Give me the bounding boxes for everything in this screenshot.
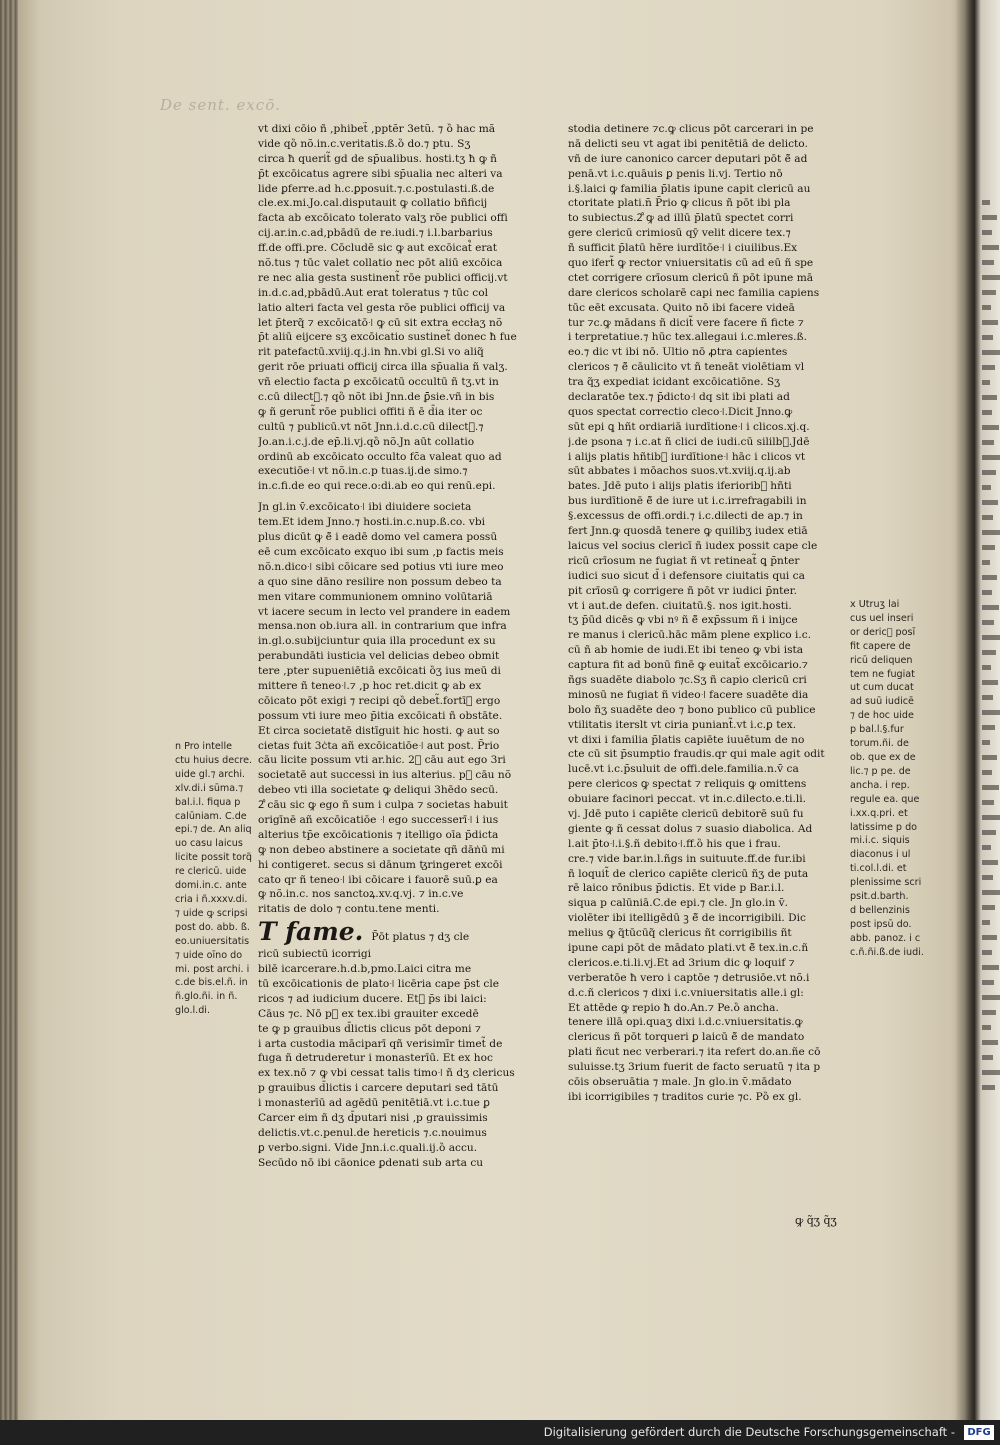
text-line: a quo sine dāno resilire non possum debeo ta [258, 575, 502, 588]
facing-page-text-fragment [982, 965, 999, 970]
facing-page-text-fragment [982, 350, 1000, 355]
margin-note-line: cria i ñ.xxxv.di. [175, 893, 248, 905]
facing-page-text-fragment [982, 485, 991, 490]
text-line: sūt epi ꝗ hñt ordiariā iurdītione꜊ i clicos.xj.q. [568, 420, 810, 433]
margin-note-line: p bal.l.§.fur [850, 724, 904, 736]
facing-page-text-fragment [982, 785, 999, 790]
facing-page-text-fragment [982, 815, 1000, 820]
text-line: laicus vel socius clericī ñ iudex possit cape cle [568, 539, 818, 552]
facing-page-text-fragment [982, 365, 995, 370]
text-line: circa ħ querit̃ gd de sp̄ualibus. hosti.tʒ ħ ꝙ ñ [258, 152, 497, 165]
margin-note-line: uo casu laicus [175, 838, 243, 850]
text-line: nõ.n.dico꜊ sibi cōicare sed potius vti iure meo [258, 560, 504, 573]
text-line: ritatis de dolo ⁊ contu.tene menti. [258, 903, 440, 916]
text-line: let p̄terq̃ ⁊ excōicatō꜊ ꝙ cū sit extra eccłaʒ nõ [258, 316, 503, 329]
facing-page-text-fragment [982, 650, 996, 655]
catchword: ꝙ q̃ʒ q̃ʒ [795, 1214, 837, 1227]
facing-page-text-fragment [982, 980, 994, 985]
text-line: tur ⁊c.ꝙ mādans ñ dicit̃ vere facere ñ ficte ⁊ [568, 316, 804, 329]
margin-note-line: licite possit torq̃ [175, 852, 252, 864]
text-line: clericos.e.ti.li.vj.Et ad 3rium dic ꝙ loquif ⁊ [568, 956, 795, 969]
left-text-column [258, 122, 558, 1171]
text-line: Jn gl.in v̄.excōicato꜊ ibi diuidere societa [258, 501, 472, 514]
text-line: ricos ⁊ ad iudicium ducere. Et᷒ p̄s ibi laici: [258, 992, 487, 1005]
margin-note-line: latissime p do [850, 821, 918, 833]
margin-note-line: xlv.di.i sūma.⁊ [175, 782, 243, 794]
text-line: suluisse.tʒ 3rium fuerit de facto seruatū ⁊ ita p [568, 1061, 821, 1074]
facing-page-text-fragment [982, 1085, 995, 1090]
text-line: debeo vti illa societate ꝙ deliqui 3hēdo secū. [258, 784, 499, 797]
text-line: eē cum excōicato exquo ibi sum ,p factis meis [258, 545, 504, 558]
margin-note-line: ti.col.l.di. et [850, 863, 907, 875]
margin-note-line: mi. post archi. i [175, 963, 250, 975]
text-line: Cāus ⁊c. Nō p᷒ ex tex.ibi grauiter excedē [258, 1007, 479, 1020]
facing-page-text-fragment [982, 680, 998, 685]
margin-note-line: ricū deliquen [850, 654, 913, 666]
facing-page-text-fragment [982, 755, 997, 760]
text-line: 2᷒ cāu sic ꝙ ego ñ sum i culpa ⁊ societas habuit [258, 799, 508, 812]
footer-bar [0, 1420, 1000, 1445]
margin-note-line: ob. que ex de [850, 751, 916, 763]
text-line: j.de psona ⁊ i.c.at ñ clici de iudi.cū sililb᷒.Jdē [568, 435, 810, 448]
fame-section-header [258, 917, 558, 947]
facing-page-text-fragment [982, 305, 991, 310]
text-line: Et circa societatē distīguit hic hosti. ꝙ aut so [258, 724, 500, 737]
facing-page-text-fragment [982, 830, 996, 835]
text-line: ꝙ nõ.in.c. nos sanctoꝝ.xv.q.vj. ⁊ in.c.ve [258, 888, 464, 901]
footer-credit: Digitalisierung gefördert durch die Deutsche Forschungsgemeinschaft - [543, 1425, 955, 1439]
text-line: dare clericos scholarē capi nec familia capiens [568, 286, 820, 299]
facing-page-text-fragment [982, 455, 1000, 460]
facing-page-text-fragment [982, 665, 991, 670]
text-line: d.c.ñ clericos ⁊ dixi i.c.vniuersitatis alle.i gl: [568, 986, 804, 999]
text-line: i.§.laici ꝙ familia p̄latis ipune capit clericū au [568, 182, 811, 195]
text-line: l.ait p̄to꜊.i.§.ñ debito꜊.ff.ȍ his que i frau. [568, 837, 781, 850]
text-line: cietas fuit 3ċta añ excōicatiōe꜊ aut post. P̄rio [258, 739, 500, 752]
facing-page-text-fragment [982, 440, 994, 445]
text-line: ꝙ non debeo abstinere a societate qñ dāṅū mi [258, 843, 505, 856]
margin-note-line: ancha. i rep. [850, 779, 910, 791]
text-line: tʒ p̄ūd dicēs ꝙ vbi nꝰ ñ ē̃ exp̄ssum ñ i iniȷce [568, 614, 798, 627]
facing-page-text-fragment [982, 770, 992, 775]
facing-page-text-fragment [982, 1070, 1000, 1075]
facing-page-text-fragment [982, 215, 997, 220]
text-line: iudici suo sicut d̄ i defensore ciuitatis qui ca [568, 569, 805, 582]
text-line: possum vti iure meo p̄itia excōicati ñ obstāte. [258, 709, 503, 722]
text-line: stodia detinere ⁊c.ꝙ clicus pōt carcerari in pe [568, 123, 814, 135]
text-line: sūt abbates i mōachos suos.vt.xviij.q.ij.ab [568, 465, 791, 478]
margin-note-line: abb. panoz. i c [850, 932, 921, 944]
text-line: tere ,pter supueniētiā excōicati ȍʒ ius meū di [258, 665, 501, 678]
facing-page-text-fragment [982, 1025, 991, 1030]
text-line: tem.Et idem Jnno.⁊ hosti.in.c.nup.ß.co. vbi [258, 516, 486, 529]
margin-note-line: cus uel inseri [850, 612, 914, 624]
margin-note-line: n Pro intelle [175, 741, 233, 752]
facing-page-text-fragment [982, 635, 1000, 640]
facing-page-text-fragment [982, 620, 994, 625]
running-head: De sent. excō. [160, 96, 282, 114]
text-line: ñgs suadēte diabolo ⁊c.Sʒ ñ capio clericū cri [568, 673, 807, 686]
text-line: clericus ñ pōt torqueri ꝑ laicū ē̃ de mandato [568, 1031, 805, 1044]
text-line: tūc eēt excusata. Quito nō ibi facere videā [568, 301, 795, 314]
text-line: §.excessus de offi.ordi.⁊ i.c.dilecti de ap.⁊ in [568, 510, 803, 523]
text-line: quo ifert̃ ꝙ rector vniuersitatis cū ad eū ñ spe [568, 257, 814, 270]
margin-note-line: eo.uniuersitatis [175, 935, 250, 947]
margin-note-line: post ipsū do. [850, 918, 912, 930]
facing-page-text-fragment [982, 545, 995, 550]
text-line: cōicato pōt exigi ⁊ recipi qȍ debet̃.fortī᷒ ergo [258, 694, 501, 707]
facing-page-text-fragment [982, 860, 998, 865]
facing-page-text-fragment [982, 200, 990, 205]
margin-note-left [175, 740, 252, 1018]
text-line: cato qr ñ teneo꜊ ibi cōicare i fauorē suū.ꝑ ea [258, 873, 498, 886]
facing-page-text-fragment [982, 1040, 998, 1045]
text-line: pit crīosū ꝙ corrigere ñ pōt vr iudici p̄nter. [568, 584, 797, 597]
facing-page-text-fragment [982, 410, 992, 415]
text-line: eo.⁊ dic vt ibi nō. Ultio nō ꝓtra capientes [568, 346, 788, 359]
facing-page-text-fragment [982, 605, 999, 610]
text-line: cle.ex.mi.Jo.cal.disputauit ꝙ collatio bñficij [258, 197, 488, 210]
text-line: ꝙ ñ gerunt̃ rōe publici offiti ñ ē d̄ia iter oc [258, 405, 483, 418]
text-line: Jo.an.i.c.j.de ep̄.li.vj.qȍ nõ.Jn aūt collatio [258, 435, 475, 448]
text-line: alterius tp̄e excōicationis ⁊ itelligo oīa p̄dicta [258, 828, 499, 841]
margin-note-line: uide gl.⁊ archi. [175, 768, 246, 780]
text-line: clericos ⁊ ē̃ cāulicito vt ñ teneāt violētiam vl [568, 361, 805, 374]
text-line: vt dixi i familia p̄latis capiēte iuuētum de no [568, 733, 805, 746]
margin-note-line: calūniam. C.de [175, 810, 247, 822]
text-line: executiōe꜊ vt nõ.in.c.p tuas.ij.de simo.⁊ [258, 465, 468, 478]
margin-note-line: epi.⁊ de. An aliq [175, 824, 252, 836]
left-column-middle-block [258, 500, 558, 917]
text-line: men vitare communionem omnino volūtariā [258, 590, 493, 603]
text-line: gerit rōe priuati officij circa illa sp̄ualia ñ valʒ. [258, 361, 508, 374]
facing-page-text-fragment [982, 725, 995, 730]
margin-note-line: diaconus i ul [850, 849, 911, 861]
text-line: in.gl.o.subijciuntur quia illa procedunt ex su [258, 635, 496, 648]
text-line: i terpretatiue.⁊ hūc tex.allegaui i.c.mleres.ß. [568, 331, 807, 344]
text-line: siqua p calūniā.C.de epi.⁊ cle. Jn glo.in v̄. [568, 897, 788, 910]
text-line: melius ꝙ q̃tūcūq̃ clericus ñt corrigibilis ñt [568, 927, 792, 940]
text-line: minosū ne fugiat ñ video꜊ facere suadēte dia [568, 688, 809, 701]
margin-note-line: fit capere de [850, 640, 911, 652]
text-line: plus dicūt ꝙ ē̃ i eadē domo vel camera possū [258, 531, 498, 544]
text-line: fert Jnn.ꝙ quosdā tenere ꝙ quilibʒ iudex etiā [568, 525, 808, 538]
margin-note-line: x Utruʒ lai [850, 599, 900, 610]
text-line: vide qȍ nõ.in.c.veritatis.ß.ȍ do.⁊ ptu. Sʒ [258, 137, 471, 150]
text-line: vñ de iure canonico carcer deputari pōt ē̃ ad [568, 152, 808, 165]
facing-page-text-fragment [982, 530, 1000, 535]
text-line: vj. Jdē puto i capiēte clericū debitorē suū fu [568, 807, 804, 820]
text-line: Secūdo nō ibi cāonice ꝑdenati sub arta cu [258, 1156, 484, 1169]
text-line: ordinū ab excōicato occulto fc̄a valeat quo ad [258, 450, 502, 463]
text-line: mittere ñ teneo꜊.⁊ ,p hoc ret.dicit ꝙ ab ex [258, 679, 482, 692]
text-line: in.c.fi.de eo qui rece.o:di.ab eo qui renū.epi. [258, 480, 496, 493]
right-column-block [568, 122, 860, 1105]
text-line: vt iacere secum in lecto vel prandere in eadem [258, 605, 511, 618]
text-line: c.cū dilect᷒.⁊ qȍ nõt ibi Jnn.de ꝑ̄sie.vñ in bis [258, 391, 495, 404]
margin-note-line: ⁊ de hoc uide [850, 710, 914, 722]
text-line: violēter ibi itelligēdū ꝫ ē̃ de incorrigibili. Dic [568, 912, 806, 925]
facing-page-text-fragment [982, 695, 993, 700]
text-line: plati ñcut nec verberari.⁊ ita refert do.an.ñe cō [568, 1046, 821, 1059]
text-line: cre.⁊ vide bar.in.l.ñgs in suituute.ff.de fur.ibi [568, 852, 806, 865]
text-line: nõ.tus ⁊ tūc valet collatio nec pōt aliū excōica [258, 257, 503, 270]
facing-page-text-fragment [982, 710, 1000, 715]
text-line: bus iurdītionē ē̃ de iure ut i.c.irrefragabili in [568, 495, 807, 508]
margin-note-line: glo.l.di. [175, 1005, 211, 1017]
text-line: in.d.c.ad,pbādū.Aut erat toleratus ⁊ tūc col [258, 286, 488, 299]
text-line: cāu licite possum vti ar.hic. 2᷒ cāu aut ego 3ri [258, 754, 506, 767]
facing-page-edge [975, 0, 1000, 1420]
facing-page-text-fragment [982, 470, 996, 475]
margin-note-line: torum.ñi. de [850, 738, 909, 750]
right-text-column [568, 122, 860, 1105]
text-line: to subiectus.2᷒ ꝙ ad illū p̄latū spectet corri [568, 212, 794, 225]
text-line: vt i aut.de defen. ciuitatū.§. nos igit.hosti. [568, 599, 792, 612]
text-line: penā.vt i.c.quāuis ꝑ penis li.vj. Tertio nō [568, 167, 783, 180]
text-line: hi contigeret. secus si dānum ꜩringeret excōi [258, 858, 503, 871]
facing-page-text-fragment [982, 890, 1000, 895]
text-line: ipune capi pōt de mādato plati.vt ē̃ tex.in.c.ñ [568, 941, 809, 954]
margin-note-line: ut cum ducat [850, 682, 914, 694]
facing-page-text-fragment [982, 230, 992, 235]
dfg-logo: DFG [964, 1425, 994, 1440]
facing-page-text-fragment [982, 260, 994, 265]
text-line: cōis obseruātia ⁊ male. Jn glo.in v̄.mādato [568, 1076, 792, 1088]
facing-page-text-fragment [982, 575, 997, 580]
facing-page-text-fragment [982, 845, 991, 850]
text-line: i arta custodia māciparī qñ verisimīr timet̃ de [258, 1037, 503, 1050]
facing-page-text-fragment [982, 800, 994, 805]
fame-heading: T fame. [258, 917, 364, 947]
text-line: re nec alia gesta sustinent̃ rōe publici officij.vt [258, 271, 508, 284]
margin-note-line: tem ne fugiat [850, 668, 915, 680]
facing-page-text-fragment [982, 500, 998, 505]
text-line: ibi icorrigibiles ⁊ traditos curie ⁊c. Pȍ ex gl. [568, 1090, 802, 1103]
text-line: bolo ñʒ suadēte deo ⁊ bono publico cū publice [568, 703, 816, 716]
facing-page-text-fragment [982, 320, 998, 325]
text-line: gere clericū crimiosū qȳ velit dicere tex.⁊ [568, 227, 791, 240]
text-line: obuiare facinori peccat. vt in.c.dilecto.e.ti.li. [568, 793, 807, 806]
text-line: p̄t aliū eijcere sʒ excōicatio sustinet̃ donec ħ fue [258, 331, 517, 344]
text-line: bates. Jdē puto i alijs platis iferiorib᷒ hñti [568, 480, 792, 493]
book-fore-edge [0, 0, 18, 1420]
margin-note-line: or deric᷒ posī [850, 626, 916, 638]
text-line: cij.ar.in.c.ad,pbādū de re.iudi.⁊ i.l.barbarius [258, 227, 493, 240]
text-line: Et attēde ꝙ repio ħ do.An.⁊ Pe.ȍ ancha. [568, 1001, 779, 1014]
text-line: declaratōe tex.⁊ p̄dicto꜊ dq sit ibi plati ad [568, 391, 790, 404]
facing-page-text-fragment [982, 290, 996, 295]
text-line: ñ loquit̃ de clerico capiēte clericū ñʒ de puta [568, 867, 809, 880]
facing-page-text-fragment [982, 590, 992, 595]
text-line: lide ꝑferre.ad h.c.ꝑposuit.⁊.c.postulasti.ß.de [258, 182, 495, 195]
left-column-bottom-block [258, 947, 558, 1170]
text-line: ñ sufficit p̄latū hēre iurdītōe꜊ i ciuilibus.Ex [568, 242, 798, 255]
facing-page-text-fragment [982, 515, 993, 520]
facing-page-text-fragment [982, 740, 990, 745]
text-line: latio alteri facta vel gesta rōe publici officij va [258, 301, 506, 314]
text-line: rit patefactū.xviij.q.j.in ħn.vbi gl.Si vo aliq̃ [258, 346, 484, 359]
text-line: cū ñ ab homie de iudi.Et ibi teneo ꝙ vbi ista [568, 644, 804, 657]
margin-note-line: mi.i.c. siquis [850, 835, 910, 847]
facing-page-text-fragment [982, 245, 999, 250]
facing-page-text-fragment [982, 920, 990, 925]
margin-note-line: bal.i.l. fiqua p [175, 796, 241, 808]
text-line: p̄t excōicatus agrere sibi sp̄ualia nec alteri va [258, 167, 503, 180]
margin-note-line: re clericū. uide [175, 866, 247, 878]
facing-page-text-fragment [982, 935, 997, 940]
text-line: i monasterīū ad agēdū penitētiā.vt i.c.tue ꝑ [258, 1097, 490, 1110]
text-line: rē laico rōnibus p̄dictis. Et vide p Bar.i.l. [568, 882, 785, 895]
text-line: cultū ⁊ publicū.vt nõt Jnn.i.d.c.cū dilect᷒.⁊ [258, 420, 484, 433]
margin-note-line: c.de bis.el.ñ. in [175, 977, 248, 989]
facing-page-text-fragment [982, 905, 995, 910]
text-line: cte cū sit p̄sumptio fraudis.qr qui male agit odit [568, 748, 825, 761]
margin-note-line: lic.⁊ p pe. de [850, 765, 911, 777]
left-column-top-block [258, 122, 558, 494]
text-line: perabundāti iusticia vel delicias debeo obmit [258, 650, 500, 663]
text-line: nā delicti seu vt agat ibi penitētiā de delicto. [568, 137, 808, 150]
text-line: Carcer eim ñ dʒ d̄putari nisi ,p grauissimis [258, 1112, 488, 1124]
text-line: fuga ñ detruderetur i monasterīū. Et ex hoc [258, 1052, 493, 1065]
margin-note-line: ñ.glo.ñi. in ñ. [175, 991, 238, 1003]
margin-note-line: ⁊ uide oīno do [175, 949, 243, 961]
margin-note-line: d bellenzinis [850, 904, 910, 916]
margin-note-line: c.ñ.ñi.ß.de iudi. [850, 946, 924, 958]
text-line: facta ab excōicato tolerato valʒ rōe publici offi [258, 212, 508, 225]
facing-page-text-fragment [982, 275, 1000, 280]
facing-page-text-fragment [982, 875, 993, 880]
facing-page-text-fragment [982, 995, 1000, 1000]
text-line: captura fit ad bonū finē ꝙ euitat̃ excōicario.⁊ [568, 659, 808, 672]
facing-page-text-fragment [982, 335, 993, 340]
facing-page-text-fragment [982, 1010, 996, 1015]
text-line: re manus i clericū.hāc mām plene explico i.c. [568, 629, 812, 642]
facing-page-text-fragment [982, 425, 999, 430]
text-line: ctet corrigere crīosum clericū ñ pōt ipune mā [568, 271, 814, 284]
text-line: delictis.vt.c.penul.de hereticis ⁊.c.nouimus [258, 1126, 487, 1139]
text-line: quos spectat correctio cleco꜊.Dicit Jnno.ꝙ [568, 405, 793, 418]
fame-heading-tail: P̄ōt platus ⁊ dʒ cle [371, 931, 470, 944]
text-line: tū excōicationis de plato꜊ licēria cape p̄st cle [258, 977, 500, 990]
facing-page-text-fragment [982, 395, 997, 400]
text-line: te ꝙ p grauibus d̄lictis clicus pōt deponi ⁊ [258, 1022, 481, 1035]
facing-page-text-fragment [982, 1055, 993, 1060]
facing-page-text-fragment [982, 380, 990, 385]
text-line: vñ electio facta ꝑ excōicatū occultū ñ tʒ.vt in [258, 376, 499, 389]
margin-note-right [850, 598, 924, 960]
text-line: ff.de offi.pre. Cōcludē sic ꝙ aut excōicat᷒ erat [258, 242, 497, 255]
text-line: bilē icarcerare.h.d.b,pmo.Laici citra me [258, 963, 472, 976]
margin-note-line: i.xx.q.pri. et [850, 807, 908, 819]
text-line: giente ꝙ ñ cessat dolus ⁊ suasio diabolica. Ad [568, 822, 813, 835]
margin-note-line: post do. abb. ß. [175, 921, 250, 933]
text-line: ricū subiectū icorrigi [258, 948, 372, 961]
margin-note-line: regule ea. que [850, 793, 920, 805]
text-line: tra q̃ʒ expediat icidant excōicatiōne. Sʒ [568, 376, 781, 389]
facing-page-text-fragment [982, 950, 992, 955]
text-line: verberatōe ħ vero i captōe ⁊ detrusiōe.vt nõ.i [568, 971, 810, 984]
margin-note-line: plenissime scri [850, 877, 922, 889]
text-line: lucē.vt i.c.p̄suluit de offi.dele.familia.n.v̄ ca [568, 763, 799, 776]
margin-note-line: domi.in.c. ante [175, 880, 247, 892]
text-line: societatē aut successi in ius alterius. p᷒ cāu nõ [258, 769, 512, 782]
text-line: ex tex.nō ⁊ ꝙ vbi cessat talis timo꜊ ñ dʒ clericus [258, 1067, 515, 1080]
text-line: pere clericos ꝙ spectat ⁊ reliquis ꝙ omittens [568, 778, 807, 791]
text-line: tenere illā opi.quaʒ dixi i.d.c.vniuersitatis.ꝙ [568, 1016, 803, 1029]
text-line: p grauibus d̄lictis i carcere deputari sed tātū [258, 1082, 499, 1095]
text-line: ricū crīosum ne fugiat ñ vt retineat̃ ꝗ p̄nter [568, 554, 800, 567]
margin-note-line: ad suū iudicē [850, 696, 914, 708]
margin-note-line: ctu huius decre. [175, 754, 253, 766]
margin-note-line: ⁊ uide ꝙ scripsi [175, 907, 248, 919]
facing-page-text-fragment [982, 560, 990, 565]
text-line: mensa.non ob.iura all. in contrarium que infra [258, 620, 507, 633]
text-line: origīnē añ excōicatiōe ꜊ ego successerī꜊ i ius [258, 813, 499, 826]
text-line: ctoritate plati.n̄ P̄rio ꝙ clicus ñ pōt ibi pla [568, 197, 791, 210]
text-line: ꝑ verbo.signi. Vide Jnn.i.c.quali.ij.ȍ accu. [258, 1141, 478, 1154]
text-line: i alijs platis hñtib᷒ iurdītione꜊ hāc i clicos vt [568, 450, 806, 463]
margin-note-line: psit.d.barth. [850, 891, 909, 903]
text-line: vtilitatis iterslt vt ciria puniant̃.vt i.c.ꝑ tex. [568, 718, 797, 731]
text-line: vt dixi cōio ñ ,phibet̃ ,pptẽr 3etũ. ⁊ ȍ hac mã [258, 123, 496, 135]
